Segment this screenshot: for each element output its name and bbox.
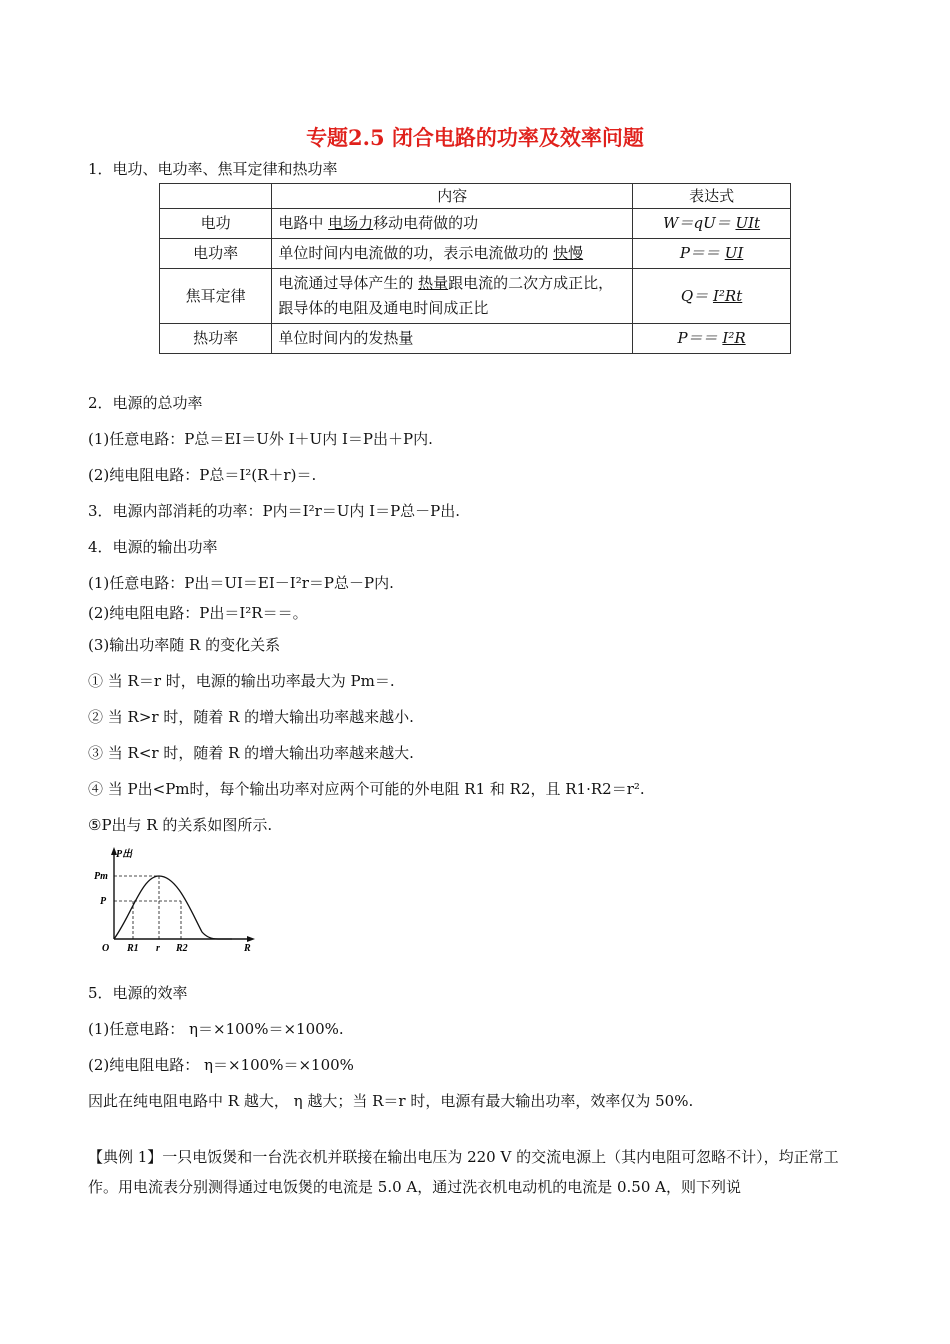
row-expression [633,209,791,239]
section-2-line: (1)任意电路：P总＝EI＝U外 I＋U内 I＝P出＋P内. [88,430,433,448]
table-row [160,269,791,324]
row-expression [633,324,791,354]
expression-text: W＝qU＝ [663,214,736,232]
table-header-cell: 表达式 [633,184,791,209]
table-header-cell: 内容 [272,184,633,209]
content-blank: 热量 [418,274,449,292]
table-header-row [160,184,791,209]
example-1-text: 【典例 1】一只电饭煲和一台洗衣机并联接在输出电压为 220 V 的交流电源上（其内电阻可忽略不计），均正常工作。用电流表分别测得通过电饭煲的电流是 5.0 A，通过洗衣机电动机的电流是 0.50 A，则下列说 [88,1148,839,1196]
section-4-line: (2)纯电阻电路：P出＝I²R＝＝。 [88,604,308,622]
row-name: 电功 [160,209,272,239]
table-row [160,209,791,239]
section-4-line: ① 当 R＝r 时，电源的输出功率最大为 Pm＝. [88,672,395,690]
expression-text: P＝＝ [677,329,723,347]
x-tick-label: r [156,943,160,954]
y-tick-label: P [100,896,107,907]
section-1-heading: 1．电功、电功率、焦耳定律和热功率 [88,160,338,178]
row-expression [633,269,791,324]
row-name: 电功率 [160,239,272,269]
content-text: 电流通过导体产生的 [278,274,419,292]
x-tick-label: R1 [127,943,139,954]
concept-table [159,183,791,354]
content-blank: 电场力 [328,214,374,232]
section-2-line: (2)纯电阻电路：P总＝I²(R＋r)＝. [88,466,317,484]
section-4-heading: 4．电源的输出功率 [88,538,218,556]
content-text: 电路中 [278,214,329,232]
section-4-line: (3)输出功率随 R 的变化关系 [88,636,281,654]
row-expression [633,239,791,269]
y-tick-label: Pm [94,871,108,882]
expression-blank: UI [724,244,744,262]
origin-label: O [102,943,110,954]
content-text: 单位时间内电流做的功，表示电流做功的 [278,244,554,262]
section-4-line: ② 当 R>r 时，随着 R 的增大输出功率越来越小. [88,708,414,726]
section-2-heading: 2．电源的总功率 [88,394,203,412]
row-content [272,269,633,324]
expression-blank: I²R [722,329,746,347]
table-header-cell [160,184,272,209]
row-name: 热功率 [160,324,272,354]
table-row [160,239,791,269]
x-axis-label: R [244,943,251,954]
section-5-line: (1)任意电路： η＝×100%＝×100%. [88,1020,344,1038]
y-axis-label: P出 [116,849,133,860]
expression-blank: I²Rt [712,286,743,305]
content-text: 单位时间内的发热量 [278,329,414,347]
power-curve [114,876,232,939]
page-title: 专题2.5 闭合电路的功率及效率问题 [306,125,644,150]
section-4-line: (1)任意电路：P出＝UI＝EI－I²r＝P总－P内. [88,574,394,592]
output-power-graph [92,844,262,954]
section-3-heading: 3．电源内部消耗的功率：P内＝I²r＝U内 I＝P总－P出. [88,502,461,520]
row-name: 焦耳定律 [160,269,272,324]
row-content [272,239,633,269]
x-tick-label: R2 [176,943,188,954]
section-4-line: ⑤P出与 R 的关系如图所示. [88,816,273,834]
content-text: 跟电流的二次方成正比，跟导体的电阻及通电时间成正比 [278,274,614,317]
expression-blank: UIt [735,214,761,232]
table-row [160,324,791,354]
content-text: 移动电荷做的功 [373,214,479,232]
x-axis-arrow [247,936,255,942]
section-4-line: ③ 当 R<r 时，随着 R 的增大输出功率越来越大. [88,744,414,762]
row-content [272,324,633,354]
expression-text: P＝＝ [679,244,725,262]
section-5-heading: 5．电源的效率 [88,984,188,1002]
row-content [272,209,633,239]
section-4-line: ④ 当 P出<Pm时，每个输出功率对应两个可能的外电阻 R1 和 R2，且 R1·R2＝r². [88,780,645,798]
expression-text: Q＝ [680,286,713,305]
section-5-line: 因此在纯电阻电路中 R 越大， η 越大；当 R＝r 时，电源有最大输出功率，效率仅为 50%. [88,1092,694,1110]
content-blank: 快慢 [553,244,584,262]
section-5-line: (2)纯电阻电路： η＝×100%＝×100% [88,1056,354,1074]
